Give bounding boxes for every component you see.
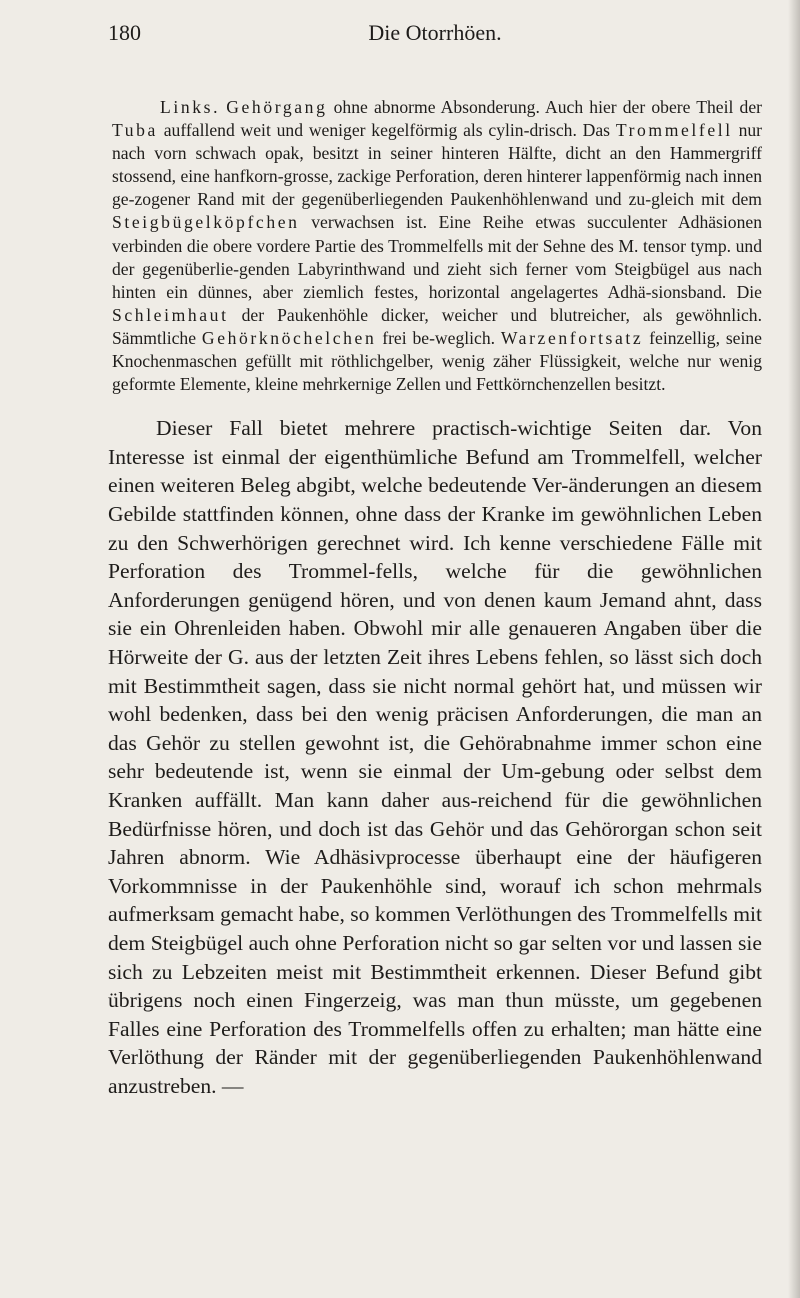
text-run: frei be-weglich. [382, 327, 496, 348]
page-edge-shadow [788, 0, 800, 1298]
text-run: ohne abnorme Absonderung. Auch hier der obere Theil der [333, 97, 762, 117]
term-gehoerknoechelchen: Gehörknöchelchen [201, 327, 377, 348]
term-schleimhaut: Schleimhaut [112, 304, 229, 325]
term-trommelfell: Trommelfell [615, 120, 733, 141]
text-run: der Paukenhöhle dicker, weicher und blutreicher, als gewöhnlich. Sämmtliche [112, 304, 762, 348]
discussion-paragraph [108, 414, 762, 1100]
term-links: Links. [160, 97, 221, 117]
term-warzenfortsatz: Warzenfortsatz [500, 327, 644, 348]
discussion-text: Dieser Fall bietet mehrere practisch-wichtige Seiten dar. Von Interesse ist einmal der eigenthümliche Befund am Trommelfell, welcher einen weiteren Beleg abgibt, welche bedeutende Ver-änderungen an diesem Gebilde stattfinden können, ohne dass der Kranke im gewöhnlichen Leben zu den Schwerhörigen gerechnet wird. Ich kenne verschiedene Fälle mit Perforation des Trommel-fells, welche für die gewöhnlichen Anforderungen genügend hören, und von denen kaum Jemand ahnt, dass sie ein Ohrenleiden haben. Obwohl mir alle genaueren Angaben über die Hörweite der G. aus der letzten Zeit ihres Lebens fehlen, so lässt sich doch mit Bestimmtheit sagen, dass sie nicht normal gehört hat, und müssen wir wohl bedenken, dass bei den wenig präcisen Anforderungen, die man an das Gehör zu stellen gewohnt ist, die Gehörabnahme immer schon eine sehr bedeutende ist, wenn sie einmal der Um-gebung oder selbst dem Kranken auffällt. Man kann daher aus-reichend für die gewöhnlichen Bedürfnisse hören, und doch ist das Gehör und das Gehörorgan schon seit Jahren abnorm. Wie Adhäsivprocesse überhaupt eine der häufigeren Vorkommnisse in der Paukenhöhle sind, worauf ich schon mehrmals aufmerksam gemacht habe, so kommen Verlöthungen des Trommelfells mit dem Steigbügel auch ohne Perforation nicht so gar selten vor und lassen sie sich zu Lebzeiten meist mit Bestimmtheit erkennen. Dieser Befund gibt übrigens noch einen Fingerzeig, was man thun müsste, um gegebenen Falles eine Perforation des Trommelfells offen zu erhalten; man hätte eine Verlöthung der Ränder mit der gegenüberliegenden Paukenhöhlenwand anzustreben. — [108, 416, 762, 1098]
term-tuba: Tuba [112, 120, 158, 141]
running-title: Die Otorrhöen. [368, 20, 502, 45]
term-steigbuegelkoepfchen: Steigbügelköpfchen [112, 212, 300, 233]
text-run: nur nach vorn schwach opak, besitzt in seiner hinteren Hälfte, dicht an den Hammergriff stossend, eine hanfkorn-grosse, zackige Perforation, deren hinterer lappenförmig nach innen ge-zogener Rand mit der gegenüberliegenden Paukenhöhlenwand und zu-gleich mit dem [112, 120, 763, 210]
text-run: auffallend weit und weniger kegelförmig als cylin-drisch. Das [163, 120, 611, 141]
text-run: verwachsen ist. Eine Reihe etwas succulenter Adhäsionen verbinden die obere vordere Partie des Trommelfells mit der Sehne des M. tensor tymp. und der gegenüberlie-genden Labyrinthwand und zieht sich ferner vom Steigbügel aus nach hinten ein dünnes, aber ziemlich festes, horizontal angelagertes Adhä-sionsband. Die [112, 212, 762, 302]
term-gehoergang: Gehörgang [226, 97, 328, 117]
book-page [108, 18, 762, 1278]
running-head [108, 18, 762, 62]
text-run: feinzellig, seine Knochenmaschen gefüllt mit röthlichgelber, wenig zäher Flüssigkeit, welche nur wenig geformte Elemente, kleine mehrkernige Zellen und Fettkörnchenzellen besitzt. [112, 327, 762, 395]
case-description-paragraph [108, 96, 762, 396]
page-number: 180 [108, 20, 141, 45]
